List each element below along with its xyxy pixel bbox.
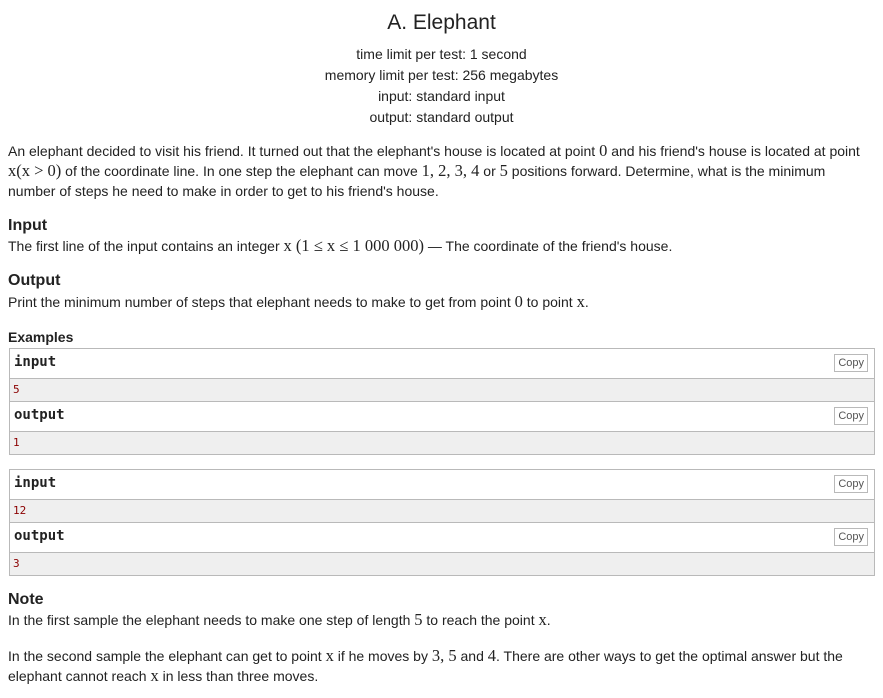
time-limit: time limit per test: 1 second (356, 46, 527, 62)
sample-input-label: input (14, 354, 57, 370)
note-text: In the first sample the elephant needs to make one step of length (8, 612, 415, 628)
math-expr: x (325, 646, 334, 665)
sample-input-body (10, 500, 874, 522)
sample-output-value: 3 (13, 557, 20, 570)
note-text: to reach the point (422, 612, 539, 628)
output-spec: output: standard output (369, 109, 514, 125)
sample-output-body (10, 553, 874, 575)
sample-output-value: 1 (13, 436, 20, 449)
copy-output-button[interactable]: Copy (834, 407, 868, 425)
output-heading: Output (8, 272, 61, 289)
math-expr: x (538, 610, 547, 629)
statement-text: of the coordinate line. In one step the elephant can move (61, 163, 422, 179)
note-text: if he moves by (333, 648, 432, 664)
note-paragraph-1 (8, 610, 868, 630)
note-text: in less than three moves. (158, 668, 319, 684)
math-expr: x(x > 0) (8, 161, 62, 180)
input-text: The first line of the input contains an integer (8, 238, 284, 254)
sample-output-label: output (14, 407, 65, 423)
input-description (8, 236, 868, 256)
math-expr: 3, 5 (431, 646, 457, 665)
output-text: Print the minimum number of steps that elephant needs to make to get from point (8, 294, 515, 310)
input-text: — The coordinate of the friend's house. (423, 238, 673, 254)
sample-output-header (10, 522, 874, 553)
math-expr: 5 (414, 610, 423, 629)
statement-text: and his friend's house is located at point (607, 143, 860, 159)
examples-heading: Examples (8, 329, 74, 345)
statement-text: or (479, 163, 500, 179)
statement-text: positions forward. Determine, what is the minimum number of steps he need to make in order to get to his friend's house. (8, 163, 826, 199)
input-spec: input: standard input (378, 88, 505, 104)
problem-title: A. Elephant (387, 11, 496, 34)
math-expr: x (1 ≤ x ≤ 1 000 000) (283, 236, 424, 255)
note-heading: Note (8, 591, 44, 608)
note-text: and (456, 648, 488, 664)
output-description (8, 292, 868, 312)
problem-header (0, 0, 883, 128)
math-expr: 0 (514, 292, 523, 311)
sample-input-value: 12 (13, 504, 27, 517)
sample-output-header (10, 401, 874, 432)
output-text: to point (522, 294, 577, 310)
copy-input-button[interactable]: Copy (834, 475, 868, 493)
output-text: . (584, 294, 589, 310)
sample-input-body (10, 379, 874, 401)
math-expr: 4 (487, 646, 496, 665)
math-expr: 1, 2, 3, 4 (421, 161, 480, 180)
statement-text: An elephant decided to visit his friend. It turned out that the elephant's house is located at point (8, 143, 600, 159)
sample-input-header (10, 349, 874, 379)
input-heading: Input (8, 217, 48, 234)
math-expr: x (150, 666, 159, 685)
note-paragraph-2 (8, 646, 868, 686)
sample-input-value: 5 (13, 383, 20, 396)
note-text: . There are other ways to get the optimal answer but the elephant cannot reach (8, 648, 843, 684)
copy-output-button[interactable]: Copy (834, 528, 868, 546)
note-text: In the second sample the elephant can get to point (8, 648, 326, 664)
math-expr: 0 (599, 141, 608, 160)
sample-input-label: input (14, 475, 57, 491)
sample-output-label: output (14, 528, 65, 544)
memory-limit: memory limit per test: 256 megabytes (324, 67, 559, 83)
sample-test-1 (9, 348, 875, 455)
sample-input-header (10, 470, 874, 500)
sample-test-2 (9, 469, 875, 576)
note-text: . (546, 612, 551, 628)
math-expr: 5 (499, 161, 508, 180)
sample-output-body (10, 432, 874, 454)
copy-input-button[interactable]: Copy (834, 354, 868, 372)
problem-statement (8, 141, 868, 201)
math-expr: x (576, 292, 585, 311)
